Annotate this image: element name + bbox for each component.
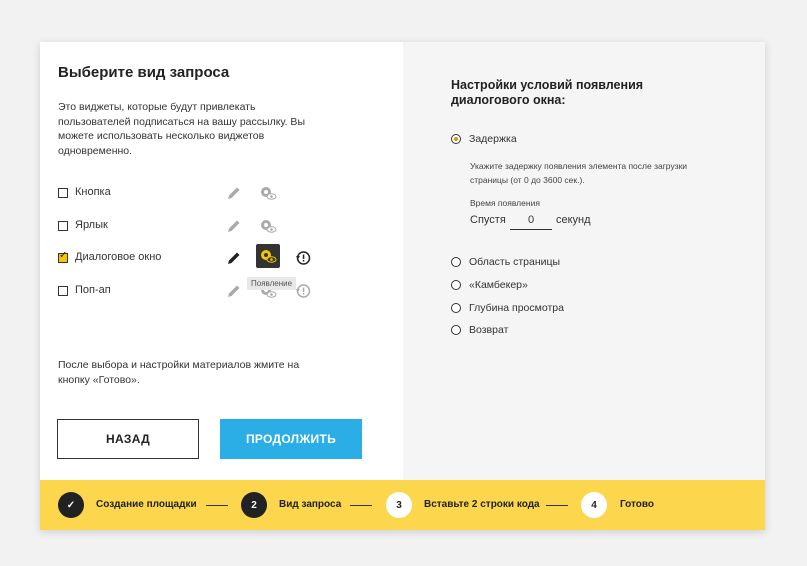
pencil-icon[interactable] (224, 248, 244, 268)
step-label: Готово (620, 499, 655, 510)
back-button[interactable]: НАЗАД (57, 419, 199, 459)
delay-hint: Укажите задержку появления элемента после загрузки страницы (от 0 до 3600 сек.). (470, 161, 688, 185)
step-label: Вставьте 2 строки кода (424, 499, 540, 510)
widget-row-popup (58, 283, 388, 299)
radio-page-area[interactable] (451, 257, 461, 267)
widget-checkbox-button[interactable] (58, 188, 68, 198)
radio-label: «Камбекер» (469, 279, 528, 291)
gear-eye-icon-active[interactable] (256, 244, 280, 268)
progress-steps (40, 480, 765, 530)
widget-label: Ярлык (75, 219, 108, 231)
radio-scroll-depth[interactable] (451, 303, 461, 313)
radio-label: Возврат (469, 324, 509, 336)
gear-eye-icon[interactable] (258, 183, 278, 203)
widget-label: Кнопка (75, 186, 111, 198)
after-label: Спустя (470, 214, 506, 226)
widget-description: Это виджеты, которые будут привлекать пользователей подписаться на вашу рассылку. Вы можете использовать несколько виджетов одновременно. (58, 101, 305, 157)
widget-label: Поп-ап (75, 284, 111, 296)
page-title: Выберите вид запроса (58, 64, 230, 81)
settings-title: Настройки условий появления диалогового окна: (451, 78, 644, 107)
step-number: 4 (581, 492, 607, 518)
appearance-settings-panel (403, 42, 765, 480)
step-number: 2 (241, 492, 267, 518)
step-done-icon: ✓ (58, 492, 84, 518)
delay-input[interactable] (510, 210, 552, 230)
wizard-card (40, 42, 765, 530)
radio-return[interactable] (451, 325, 461, 335)
tooltip: Появление (247, 277, 296, 290)
continue-button[interactable]: ПРОДОЛЖИТЬ (220, 419, 362, 459)
pencil-icon[interactable] (224, 183, 244, 203)
radio-label: Область страницы (469, 256, 561, 268)
step-number: 3 (386, 492, 412, 518)
radio-comebacker[interactable] (451, 280, 461, 290)
step-label: Вид запроса (279, 499, 342, 510)
step-divider (546, 505, 568, 506)
seconds-label: секунд (556, 214, 591, 226)
widget-row-button (58, 185, 388, 201)
widget-label: Диалоговое окно (75, 251, 162, 263)
widget-row-dialog (58, 250, 388, 266)
completion-hint: После выбора и настройки материалов жмите на кнопку «Готово». (58, 359, 300, 386)
pencil-icon[interactable] (224, 281, 244, 301)
widget-checkbox-label[interactable] (58, 221, 68, 231)
time-label: Время появления (470, 198, 540, 208)
radio-label: Глубина просмотра (469, 302, 564, 314)
widget-checkbox-dialog[interactable] (58, 253, 68, 263)
pencil-icon[interactable] (224, 216, 244, 236)
gear-eye-icon[interactable] (258, 216, 278, 236)
radio-label: Задержка (469, 133, 517, 145)
radio-delay[interactable] (451, 134, 461, 144)
widget-selection-panel (40, 42, 403, 480)
step-label: Создание площадки (96, 499, 197, 510)
widget-row-label (58, 218, 388, 234)
step-divider (350, 505, 372, 506)
step-divider (206, 505, 228, 506)
history-icon[interactable] (293, 248, 313, 268)
widget-checkbox-popup[interactable] (58, 286, 68, 296)
